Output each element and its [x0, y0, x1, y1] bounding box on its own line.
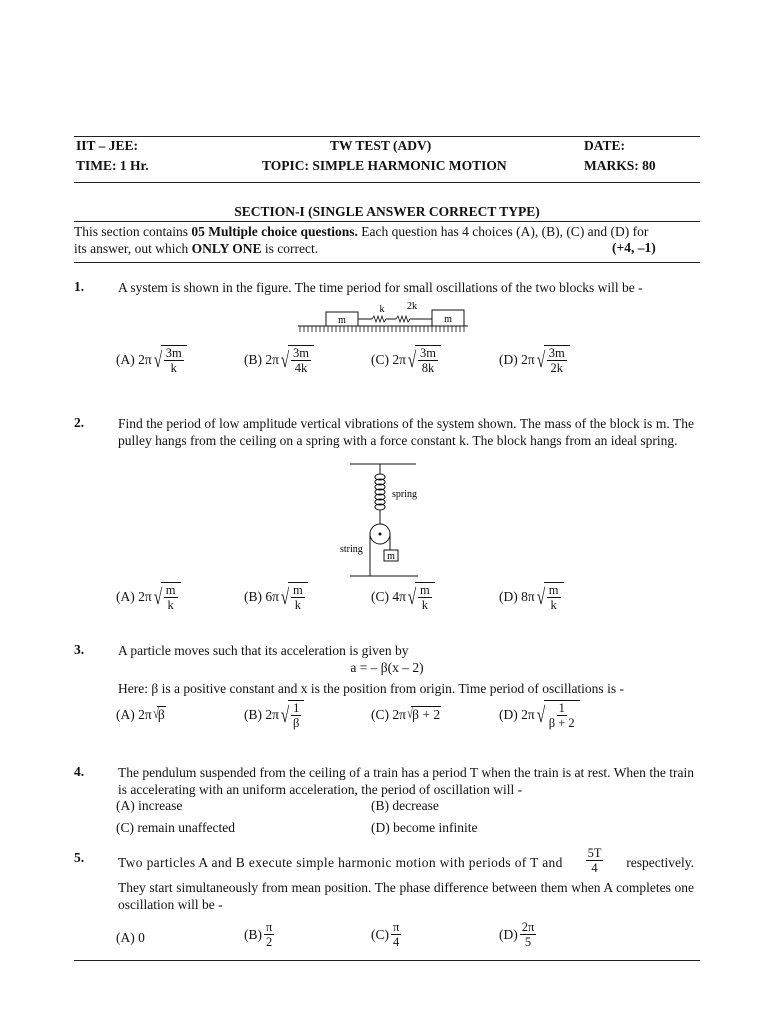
marking-scheme: (+4, –1) [612, 240, 656, 255]
q3-option-d[interactable]: (D) 2π √ $\frac{1}{\beta + 2}$ [499, 700, 580, 730]
question-5-number: 5. [74, 850, 85, 865]
q1-block-left-label: m [338, 315, 346, 326]
q5-option-c[interactable]: (C) $\frac{\pi}{4}$ [371, 920, 400, 949]
q1-option-b[interactable]: (B) 2π √ $\frac{3m}{4k}$ [244, 345, 314, 375]
q1-figure [296, 298, 472, 334]
header-top-rule [74, 136, 700, 137]
question-2-number: 2. [74, 415, 85, 430]
q4-option-b[interactable]: (B) decrease [371, 798, 439, 813]
section-intro-line1: This section contains 05 Multiple choice questions. Each question has 4 choices (A), (B), (C) and (D) for [74, 224, 649, 239]
q5-option-b[interactable]: (B) $\frac{\pi}{2}$ [244, 920, 273, 949]
question-5-text: They start simultaneously from mean position. The phase difference between them when A completes one oscillation will be - [118, 880, 694, 912]
test-name: TW TEST (ADV) [330, 138, 432, 153]
question-3-number: 3. [74, 642, 85, 657]
section-top-rule [74, 221, 700, 222]
q2-block-label: m [387, 551, 395, 562]
question-3-line2: Here: β is a positive constant and x is the position from origin. Time period of oscillations is - [118, 681, 624, 696]
q2-option-c[interactable]: (C) 4π √ $\frac{m}{k}$ [371, 582, 435, 612]
header-bottom-rule [74, 182, 700, 183]
q2-string-label: string [340, 544, 363, 555]
question-4-text: The pendulum suspended from the ceiling of a train has a period T when the train is at rest. When the train is accelerating with an uniform acceleration, the period of oscillation will - [118, 765, 694, 797]
q2-option-b[interactable]: (B) 6π √ $\frac{m}{k}$ [244, 582, 308, 612]
question-2-text: Find the period of low amplitude vertical vibrations of the system shown. The mass of the block is m. The pulley hangs from the ceiling on a spring with a force constant k. The block hangs from an ideal spring. [118, 416, 694, 448]
q5-option-a[interactable]: (A) 0 [116, 930, 145, 945]
topic-label: TOPIC: SIMPLE HARMONIC MOTION [262, 158, 507, 173]
q4-option-d[interactable]: (D) become infinite [371, 820, 478, 835]
q2-spring-label: spring [392, 489, 417, 500]
question-5-line1: Two particles A and B execute simple harmonic motion with periods of T and $\frac{5T}{4}$ respectively. [118, 846, 694, 875]
q1-option-c[interactable]: (C) 2π √ $\frac{3m}{8k}$ [371, 345, 441, 375]
question-1-text: A system is shown in the figure. The time period for small oscillations of the two blocks will be - [118, 280, 643, 295]
marks-label: MARKS: 80 [584, 158, 656, 173]
q3-option-a[interactable]: (A) 2π √ β [116, 706, 165, 723]
question-3-equation: a = – β(x – 2) [350, 660, 424, 675]
q2-option-a[interactable]: (A) 2π √ $\frac{m}{k}$ [116, 582, 181, 612]
q1-option-d[interactable]: (D) 2π √ $\frac{3m}{2k}$ [499, 345, 570, 375]
section-bottom-rule [74, 262, 700, 263]
q3-option-b[interactable]: (B) 2π √ $\frac{1}{\beta}$ [244, 700, 304, 730]
q4-option-a[interactable]: (A) increase [116, 798, 183, 813]
q1-block-right-label: m [444, 314, 452, 325]
q1-option-a[interactable]: (A) 2π √ $\frac{3m}{k}$ [116, 345, 187, 375]
exam-label: IIT – JEE: [76, 138, 139, 153]
q4-option-c[interactable]: (C) remain unaffected [116, 820, 235, 835]
q2-option-d[interactable]: (D) 8π √ $\frac{m}{k}$ [499, 582, 564, 612]
q2-figure [340, 462, 430, 580]
section-intro-line2: its answer, out which ONLY ONE is correct. [74, 241, 319, 256]
question-4-number: 4. [74, 764, 85, 779]
footer-rule [74, 960, 700, 961]
section-title: SECTION-I (SINGLE ANSWER CORRECT TYPE) [234, 204, 540, 219]
time-label: TIME: 1 Hr. [76, 158, 149, 173]
question-3-line1: A particle moves such that its acceleration is given by [118, 643, 409, 658]
question-1-number: 1. [74, 279, 85, 294]
q1-spring1-label: k [379, 304, 385, 315]
q5-option-d[interactable]: (D) $\frac{2\pi}{5}$ [499, 920, 535, 949]
date-label: DATE: [584, 138, 626, 153]
q3-option-c[interactable]: (C) 2π √ β + 2 [371, 706, 441, 723]
q1-spring2-label: 2k [407, 301, 417, 312]
